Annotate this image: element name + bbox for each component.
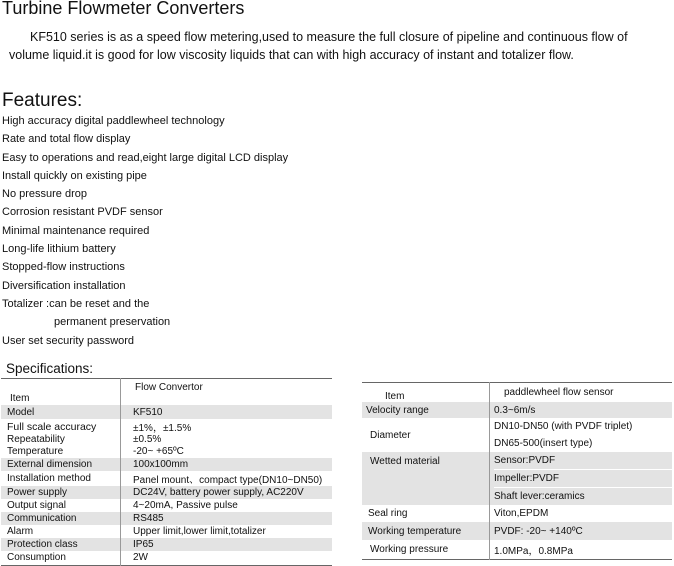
feature-item: High accuracy digital paddlewheel technology: [2, 115, 225, 127]
spec-value: Panel mount、compact type(DN10~DN50): [121, 471, 333, 486]
spec-value: 2W: [121, 551, 333, 565]
feature-item: Install quickly on existing pipe: [2, 169, 147, 182]
spec-value: KF510: [121, 405, 333, 419]
spec-value: [490, 418, 673, 452]
spec-value: ±0.5%: [121, 434, 333, 445]
feature-item: No pressure drop: [2, 188, 87, 201]
spec-value: Upper limit,lower limit,totalizer: [121, 525, 333, 538]
table-row: [1, 405, 332, 419]
table-row: [1, 486, 332, 499]
spec-label: Temperature: [1, 445, 121, 458]
spec-value: 1.0MPa，0.8MPa: [490, 540, 673, 559]
spec-label: Consumption: [1, 551, 121, 565]
table-row: [362, 540, 672, 559]
spec-value: 100x100mm: [121, 458, 333, 471]
spec-label: Power supply: [1, 486, 121, 499]
spec-label: Working pressure: [362, 540, 490, 559]
spec-value: -20~ +65ºC: [121, 445, 333, 458]
page-title: Turbine Flowmeter Converters: [2, 0, 245, 18]
spec-value: 0.3~6m/s: [490, 402, 673, 418]
spec-value: Viton,EPDM: [490, 505, 673, 522]
feature-item: Long-life lithium battery: [2, 243, 116, 256]
table-row: [362, 505, 672, 522]
spec-value-line: Shaft lever:ceramics: [494, 491, 585, 502]
feature-item: permanent preservation: [54, 316, 171, 329]
table-row: [1, 525, 332, 538]
spec-value-line: DN10-DN50 (with PVDF triplet): [494, 421, 633, 432]
features-list: [2, 114, 288, 352]
table-row: [1, 434, 332, 445]
spec-value-line: Sensor:PVDF: [494, 452, 672, 470]
spec-label: Working temperature: [362, 522, 490, 540]
table-row: [362, 452, 672, 505]
spec-value: IP65: [121, 538, 333, 551]
feature-item: Minimal maintenance required: [2, 224, 150, 237]
table-row: [1, 499, 332, 512]
header-flow-convertor: Flow Convertor: [121, 379, 333, 406]
table-header-row: [362, 383, 672, 403]
header-paddlewheel-sensor: paddlewheel flow sensor: [490, 383, 673, 403]
spec-label: Velocity range: [362, 402, 490, 418]
spec-label: Installation method: [1, 471, 121, 486]
feature-item: Diversification installation: [2, 279, 126, 292]
table-row: [1, 471, 332, 486]
table-row: [1, 512, 332, 525]
spec-value: RS485: [121, 512, 333, 525]
feature-item: Easy to operations and read,eight large digital LCD display: [2, 151, 289, 164]
spec-value: PVDF: -20~ +140ºC: [490, 522, 673, 540]
table-row: [362, 402, 672, 418]
spec-label: Seal ring: [362, 505, 490, 522]
spec-value: DC24V, battery power supply, AC220V: [121, 486, 333, 499]
spec-value: 4~20mA, Passive pulse: [121, 499, 333, 512]
feature-item: Stopped-flow instructions: [2, 261, 125, 274]
intro-line-1: KF510 series is as a speed flow metering,used to measure the full closure of pipeline and continuous flow of: [30, 30, 628, 44]
table-header-row: [1, 379, 332, 406]
specifications-heading: Specifications:: [6, 361, 94, 376]
spec-label: Communication: [1, 512, 121, 525]
spec-label: Output signal: [1, 499, 121, 512]
features-heading: Features:: [2, 90, 83, 111]
header-item: Item: [362, 383, 490, 403]
spec-label: Model: [1, 405, 121, 419]
spec-value-line: Impeller:PVDF: [494, 470, 672, 488]
spec-value: ±1%，±1.5%: [121, 419, 333, 434]
table-row: [362, 418, 672, 452]
table-row: [1, 419, 332, 434]
spec-value: [490, 452, 673, 505]
table-row: [362, 522, 672, 540]
feature-item: Rate and total flow display: [2, 133, 131, 146]
sensor-spec-table: [362, 382, 672, 560]
spec-label: Repeatability: [1, 434, 121, 445]
spec-value-line: DN65-500(insert type): [494, 438, 593, 449]
feature-item: Corrosion resistant PVDF sensor: [2, 206, 163, 219]
spec-label: Protection class: [1, 538, 121, 551]
spec-label: Wetted material: [362, 452, 490, 505]
spec-label: Diameter: [362, 418, 490, 452]
spec-label: Alarm: [1, 525, 121, 538]
spec-label: External dimension: [1, 458, 121, 471]
spec-label: Full scale accuracy: [1, 419, 121, 434]
feature-item: User set security password: [2, 334, 135, 347]
feature-item: Totalizer :can be reset and the: [2, 297, 150, 310]
table-row: [1, 538, 332, 551]
table-row: [1, 458, 332, 471]
table-row: [1, 551, 332, 565]
intro-line-2: volume liquid.it is good for low viscosity liquids that can with high accuracy of instant and totalizer flow.: [9, 48, 574, 62]
table-row: [1, 445, 332, 458]
header-item: Item: [1, 379, 121, 406]
converter-spec-table: [1, 378, 332, 566]
